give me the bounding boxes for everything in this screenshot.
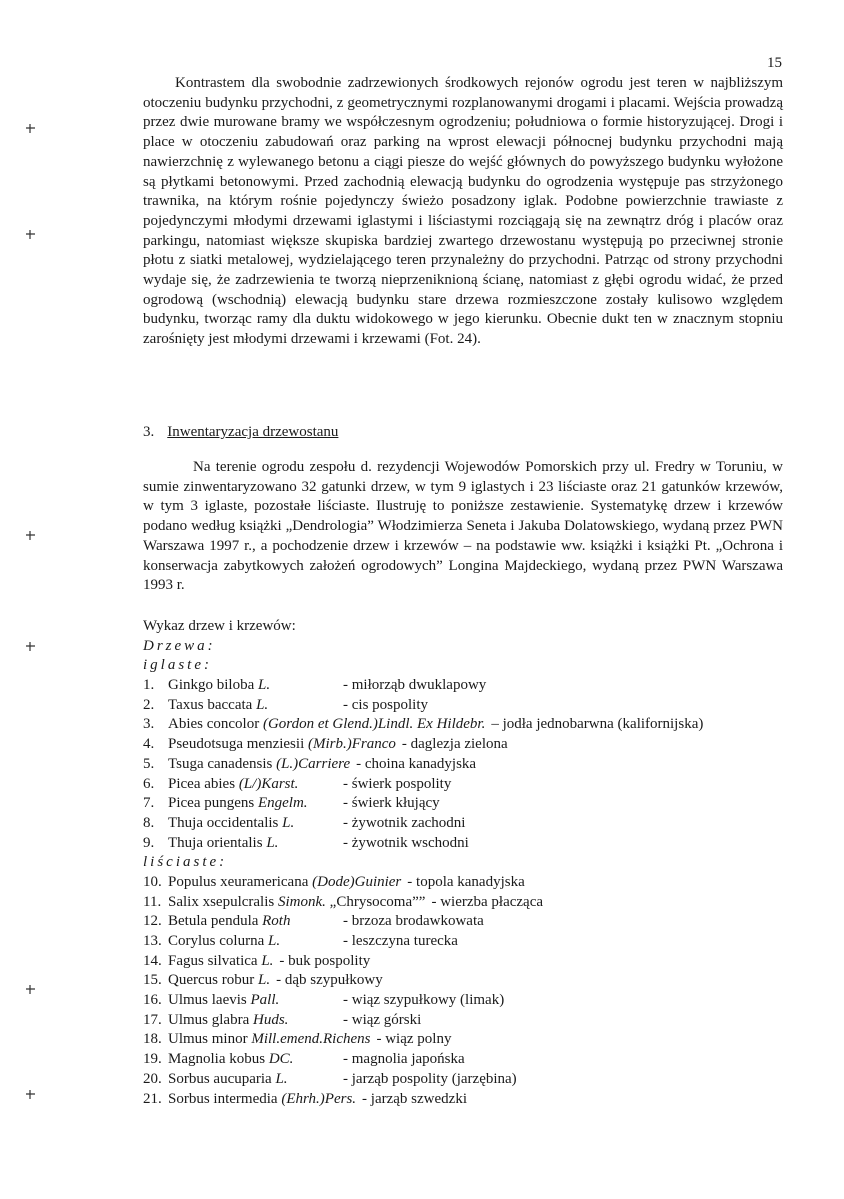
author-citation: (L/)Karst. [238,775,299,792]
latin-name: Fagus silvatica [168,952,262,969]
item-number: 12. [143,913,162,930]
latin-name: Taxus baccata [168,696,257,713]
polish-name: - wierzba płacząca [431,893,544,910]
latin-name: Salix xsepulcralis [168,893,278,910]
species-item [143,676,803,696]
author-citation: Mill.emend.Richens [251,1031,371,1048]
polish-name: - żywotnik zachodni [343,814,466,831]
polish-name: - żywotnik wschodni [343,834,469,851]
polish-name: - jarząb pospolity (jarzębina) [343,1070,517,1087]
author-citation: (Ehrh.)Pers. [281,1090,357,1107]
polish-name: - wiąz polny [376,1031,452,1048]
species-item [143,1030,803,1050]
polish-name: - dąb szypułkowy [276,972,383,989]
item-number: 10. [143,873,162,890]
author-citation: L. [261,952,274,969]
item-number: 11. [143,893,162,910]
polish-name: - buk pospolity [279,952,371,969]
species-item [143,1070,803,1090]
latin-name: Corylus colurna [168,933,268,949]
species-item [143,735,803,755]
latin-name: Ulmus minor [168,1031,252,1048]
author-citation: L. [256,696,269,713]
polish-name: - świerk kłujący [343,795,440,812]
conifer-list [143,676,803,853]
species-item [143,1090,803,1110]
polish-name: - topola kanadyjska [407,873,525,890]
author-citation: L. [266,834,279,851]
latin-name: Pseudotsuga menziesii [168,736,308,753]
latin-name: Sorbus aucuparia [168,1070,276,1087]
item-number: 3. [143,716,155,733]
margin-mark [26,531,35,540]
item-number: 15. [143,972,162,989]
page-number: 15 [767,55,782,71]
latin-name: Picea abies [168,775,239,792]
margin-mark [26,642,35,651]
item-number: 21. [143,1090,162,1107]
cultivar-name: „Chrysocoma”” [325,893,426,910]
polish-name: - leszczyna turecka [343,933,458,949]
species-item [143,794,803,814]
paragraph-garden-description [143,74,783,350]
latin-name: Betula pendula [168,913,263,930]
polish-name: - jarząb szwedzki [362,1090,467,1107]
author-citation: DC. [268,1051,294,1068]
polish-name: - daglezja zielona [401,736,508,753]
author-citation: Pall. [250,992,280,1009]
section-heading [143,424,338,441]
latin-name: Quercus robur [168,972,258,989]
deciduous-list [143,873,803,1109]
latin-name: Populus xeuramericana [168,873,313,890]
author-citation: Engelm. [257,795,308,812]
margin-mark [26,985,35,994]
polish-name: - magnolia japońska [343,1051,465,1068]
author-citation: (Gordon et Glend.)Lindl. Ex Hildebr. [262,716,486,733]
species-item [143,991,803,1011]
group-heading-conifers: iglaste: [143,657,212,674]
polish-name: - cis pospolity [343,696,428,713]
species-item [143,696,803,716]
item-number: 9. [143,834,155,851]
item-number: 8. [143,814,155,831]
author-citation: (Mirb.)Franco [307,736,396,753]
item-number: 1. [143,677,155,694]
author-citation: Simonk. [277,893,326,910]
author-citation: L. [275,1070,288,1087]
latin-name: Abies concolor [168,716,263,733]
species-item [143,971,803,991]
latin-name: Ulmus glabra [168,1011,253,1028]
author-citation: (L.)Carriere [276,755,351,772]
species-item [143,834,803,854]
item-number: 7. [143,795,155,812]
polish-name: - miłorząb dwuklapowy [343,677,487,694]
item-number: 13. [143,933,162,949]
latin-name: Ulmus laevis [168,992,251,1009]
item-number: 5. [143,755,155,772]
list-title: Wykaz drzew i krzewów: [143,618,296,634]
polish-name: - świerk pospolity [343,775,452,792]
author-citation: Roth [262,913,291,930]
author-citation: L. [257,972,271,989]
species-item [143,755,803,775]
polish-name: - choina kanadyjska [356,755,477,772]
group-heading-deciduous: liściaste: [143,854,228,871]
author-citation: (Dode)Guinier [312,873,402,890]
item-number: 19. [143,1051,162,1068]
latin-name: Thuja orientalis [168,834,267,851]
polish-name: - wiąz górski [343,1011,422,1028]
species-item [143,912,803,932]
group-heading-trees: Drzewa: [143,637,216,654]
species-item [143,932,803,952]
item-number: 14. [143,952,162,969]
polish-name: – jodła jednobarwna (kalifornijska) [491,716,704,733]
author-citation: Huds. [252,1011,289,1028]
latin-name: Sorbus intermedia [168,1090,282,1107]
polish-name: - wiąz szypułkowy (limak) [343,992,505,1009]
margin-mark [26,1090,35,1099]
species-item [143,873,803,893]
species-item [143,952,803,972]
margin-mark [26,124,35,133]
section-number: 3. [143,424,155,440]
species-item [143,814,803,834]
section-title: Inwentaryzacja drzewostanu [167,424,339,440]
item-number: 4. [143,736,155,753]
species-item [143,775,803,795]
latin-name: Magnolia kobus [168,1051,269,1068]
author-citation: L. [258,677,271,694]
paragraph-text: Na terenie ogrodu zespołu d. rezydencji Wojewodów Pomorskich przy ul. Fredry w Toruniu, w sumie zinwentaryzowano 32 gatunki drzew, w tym 9 iglastych i 23 liściaste oraz 21 gatunków krzewów, w tym 3 iglaste, pozostałe liściaste. Ilustruję to poniższe zestawienie. Systematykę drzew i krzewów podano według książki „Dendrologia” Włodzimierza Seneta i Jakuba Dolatowskiego, wydaną przez PWN Warszawa 1997 r., a pochodzenie drzew i krzewów – na podstawie ww. książki i książki Pt. „Ochrona i konserwacja zabytkowych założeń ogrodowych” Longina Majdeckiego, wydaną przez PWN Warszawa 1993 r. [143,459,783,594]
margin-mark [26,230,35,239]
latin-name: Tsuga canadensis [168,755,277,772]
item-number: 2. [143,696,155,713]
item-number: 18. [143,1031,162,1048]
paragraph-inventory [143,458,783,596]
item-number: 20. [143,1070,162,1087]
polish-name: - brzoza brodawkowata [343,913,484,930]
species-item [143,1011,803,1031]
author-citation: L. [282,814,295,831]
item-number: 6. [143,775,155,792]
species-list [143,617,803,1109]
author-citation: L. [267,933,281,949]
latin-name: Ginkgo biloba [168,677,258,694]
item-number: 16. [143,992,162,1009]
species-item [143,1050,803,1070]
species-item [143,893,803,913]
latin-name: Thuja occidentalis [168,814,283,831]
species-item [143,715,803,735]
item-number: 17. [143,1011,162,1028]
latin-name: Picea pungens [168,795,258,812]
paragraph-text: Kontrastem dla swobodnie zadrzewionych środkowych rejonów ogrodu jest teren w najbliższym otoczeniu budynku przychodni, z geometrycznymi rozplanowanymi drogami i placami. Wejścia prowadzą przez dwie murowane bramy we współczesnym ogrodzeniu; południowa o formie historyzującej. Drogi i place w otoczeniu zabudowań oraz parking na wprost elewacji północnej budynku przychodni mają nawierzchnię z wylewanego betonu a ciągi piesze do wejść głównych do powyższego budynku wyłożone są płytkami betonowymi. Przed zachodnią elewacją budynku do ogrodzenia występuje pas strzyżonego trawnika, na którym rośnie pojedynczy świeżo posadzony iglak. Podobne powierzchnie trawiaste z pojedynczymi młodymi drzewami iglastymi i liściastymi rozciągają się na zewnątrz dróg i placów oraz parkingu, natomiast większe skupiska bardziej zwartego drzewostanu występują po przeciwnej stronie płotu z siatki metalowej, wydzielającego teren przynależny do przychodni. Patrząc od strony przychodni wydaje się, że zadrzewienia te tworzą nieprzeniknioną ścianę, natomiast z głębi ogrodu widać, że przed ogrodową (wschodnią) elewacją budynku stare drzewa rozmieszczone zostały kulisowo względem budynku, tworząc ramy dla duktu widokowego w jego kierunku. Obecnie dukt ten w znacznym stopniu zarośnięty jest młodymi drzewami i krzewami (Fot. 24). [143,75,783,348]
